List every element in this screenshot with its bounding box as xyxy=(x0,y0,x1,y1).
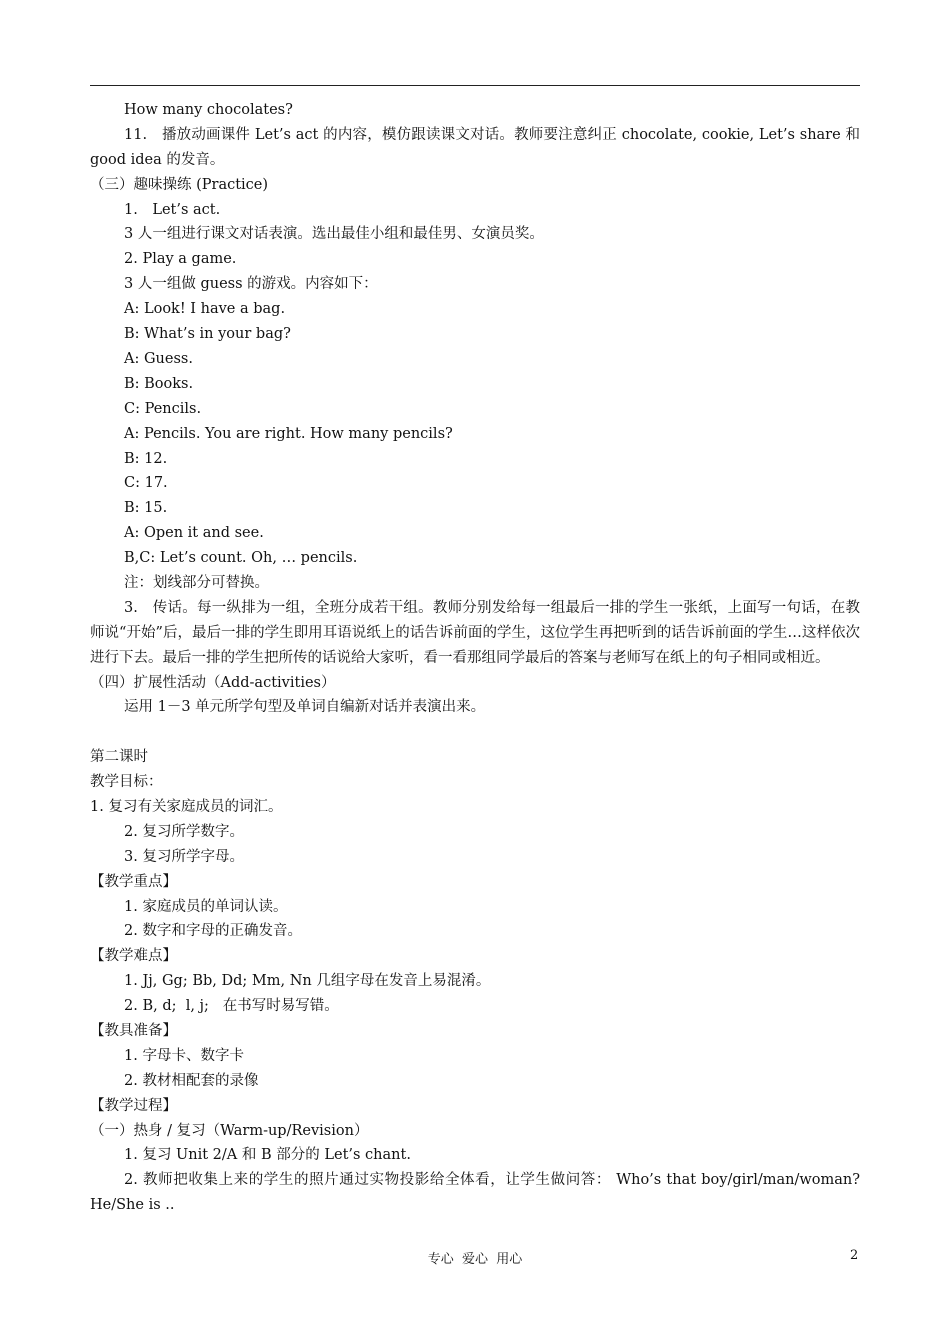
dialogue-line: B: 12. xyxy=(124,450,168,467)
header-rule xyxy=(90,85,860,86)
section-heading-practice: （三）趣味操练 (Practice) xyxy=(90,176,269,193)
page-footer: 专心 爱心 用心 xyxy=(427,1252,523,1267)
dialogue-line: A: Look! I have a bag. xyxy=(124,301,286,318)
difficulties-heading: 【教学难点】 xyxy=(90,948,177,965)
difficulty-item: 2. B, d; l, j; 在书写时易写错。 xyxy=(124,998,339,1015)
process-section-heading: （一）热身 / 复习（Warm-up/Revision） xyxy=(90,1122,369,1139)
text-line: 2. Play a game. xyxy=(124,251,237,268)
process-item: 1. 复习 Unit 2/A 和 B 部分的 Let’s chant. xyxy=(124,1147,411,1164)
dialogue-line: B,C: Let’s count. Oh, … pencils. xyxy=(124,550,358,567)
text-line: 1. Let’s act. xyxy=(124,201,221,218)
page-number: 2 xyxy=(850,1248,859,1263)
objective-item: 3. 复习所学字母。 xyxy=(124,848,244,865)
text-line: 3 人一组做 guess 的游戏。内容如下： xyxy=(124,276,378,293)
key-points-heading: 【教学重点】 xyxy=(90,873,177,890)
text-line: 3 人一组进行课文对话表演。选出最佳小组和最佳男、女演员奖。 xyxy=(124,226,544,243)
dialogue-line: B: 15. xyxy=(124,500,168,517)
section-heading-add-activities: （四）扩展性活动（Add-activities） xyxy=(90,674,336,691)
note-line: 注：划线部分可替换。 xyxy=(124,574,269,591)
key-point-item: 2. 数字和字母的正确发音。 xyxy=(124,923,302,940)
paragraph-11: 11. 播放动画课件 Let’s act 的内容，模仿跟读课文对话。教师要注意纠正 chocolate, cookie, Let’s share 和 good idea 的发音。 xyxy=(90,126,860,168)
dialogue-line: A: Pencils. You are right. How many pencils? xyxy=(124,425,453,442)
dialogue-line: C: 17. xyxy=(124,475,168,492)
difficulty-item: 1. Jj, Gg; Bb, Dd; Mm, Nn 几组字母在发音上易混淆。 xyxy=(124,973,491,990)
key-point-item: 1. 家庭成员的单词认读。 xyxy=(124,898,288,915)
dialogue-line: B: Books. xyxy=(124,375,194,392)
objective-item: 2. 复习所学数字。 xyxy=(124,823,244,840)
dialogue-line: A: Open it and see. xyxy=(124,525,264,542)
objective-item: 1. 复习有关家庭成员的词汇。 xyxy=(90,799,283,816)
paragraph-3: 3. 传话。每一纵排为一组，全班分成若干组。教师分别发给每一组最后一排的学生一张纸，上面写一句话，在教师说“开始”后，最后一排的学生即用耳语说纸上的话告诉前面的学生，这位学生再把听到的话告诉前面的学生…这样依次进行下去。最后一排的学生把所传的话说给大家听，看一看那组同学最后的答案与老师写在纸上的句子相同或相近。 xyxy=(90,599,860,666)
lesson-title: 第二课时 xyxy=(90,749,148,766)
materials-heading: 【教具准备】 xyxy=(90,1023,177,1040)
document-body xyxy=(90,98,860,1218)
dialogue-line: C: Pencils. xyxy=(124,400,202,417)
dialogue-line: B: What’s in your bag? xyxy=(124,326,291,343)
objectives-heading: 教学目标： xyxy=(90,774,163,791)
material-item: 1. 字母卡、数字卡 xyxy=(124,1047,244,1064)
blank-line xyxy=(90,720,860,745)
text-line: How many chocolates? xyxy=(124,102,293,118)
process-item: 2. 教师把收集上来的学生的照片通过实物投影给全体看，让学生做问答： Who’s that boy/girl/man/woman? He/She is .. xyxy=(90,1172,860,1214)
dialogue-line: A: Guess. xyxy=(124,350,193,367)
material-item: 2. 教材相配套的录像 xyxy=(124,1072,259,1089)
process-heading: 【教学过程】 xyxy=(90,1097,177,1114)
text-line: 运用 1－3 单元所学句型及单词自编新对话并表演出来。 xyxy=(124,699,486,716)
